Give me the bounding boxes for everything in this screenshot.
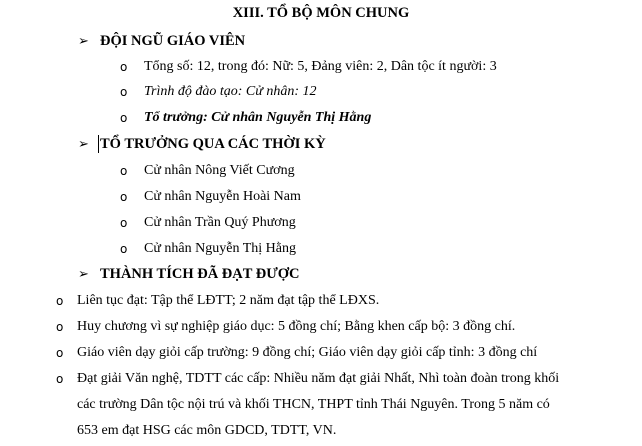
list-item: Trình độ đào tạo: Cử nhân: 12 — [144, 84, 317, 99]
heading-text: THÀNH TÍCH ĐÃ ĐẠT ĐƯỢC — [100, 266, 300, 282]
list-item: Cử nhân Trần Quý Phương — [144, 215, 296, 230]
list-item: Huy chương vì sự nghiệp giáo dục: 5 đồng chí; Bằng khen cấp bộ: 3 đồng chí. — [77, 319, 516, 334]
circle-bullet-icon: o — [120, 242, 128, 256]
circle-bullet-icon: o — [56, 294, 64, 308]
list-item: Tổng số: 12, trong đó: Nữ: 5, Đảng viên: 2, Dân tộc ít người: 3 — [144, 59, 497, 74]
list-item-line: 653 em đạt HSG các môn GDCD, TDTT, VN. — [77, 423, 337, 438]
arrow-bullet-icon: ➢ — [78, 267, 89, 282]
arrow-bullet-icon: ➢ — [78, 137, 89, 152]
list-item-line: các trường Dân tộc nội trú và khối THCN, THPT tỉnh Thái Nguyên. Trong 5 năm có — [77, 397, 550, 412]
document-title: XIII. TỔ BỘ MÔN CHUNG — [232, 5, 410, 21]
section-heading-staff — [78, 33, 245, 50]
circle-bullet-icon: o — [56, 372, 64, 386]
circle-bullet-icon: o — [120, 190, 128, 204]
list-item: Cử nhân Nguyễn Hoài Nam — [144, 189, 301, 204]
heading-text: TỔ TRƯỞNG QUA CÁC THỜI KỲ — [100, 136, 326, 152]
circle-bullet-icon: o — [120, 60, 128, 74]
circle-bullet-icon: o — [56, 320, 64, 334]
circle-bullet-icon: o — [120, 85, 128, 99]
list-item: Cử nhân Nguyễn Thị Hằng — [144, 241, 296, 256]
section-heading-leaders — [78, 136, 326, 153]
circle-bullet-icon: o — [120, 164, 128, 178]
list-item: Liên tục đạt: Tập thể LĐTT; 2 năm đạt tập thể LĐXS. — [77, 293, 380, 308]
list-item: Cử nhân Nông Viết Cương — [144, 163, 295, 178]
circle-bullet-icon: o — [120, 111, 128, 125]
list-item-line: Đạt giải Văn nghệ, TDTT các cấp: Nhiều năm đạt giải Nhất, Nhì toàn đoàn trong khối — [77, 371, 560, 386]
list-item-head-teacher: Tổ trưởng: Cử nhân Nguyễn Thị Hằng — [144, 110, 372, 125]
circle-bullet-icon: o — [56, 346, 64, 360]
section-heading-achievements — [78, 266, 300, 283]
arrow-bullet-icon: ➢ — [78, 34, 89, 49]
list-item: Giáo viên dạy giỏi cấp trường: 9 đồng chí; Giáo viên dạy giỏi cấp tỉnh: 3 đồng chí — [77, 345, 538, 360]
heading-text: ĐỘI NGŨ GIÁO VIÊN — [100, 33, 246, 49]
circle-bullet-icon: o — [120, 216, 128, 230]
